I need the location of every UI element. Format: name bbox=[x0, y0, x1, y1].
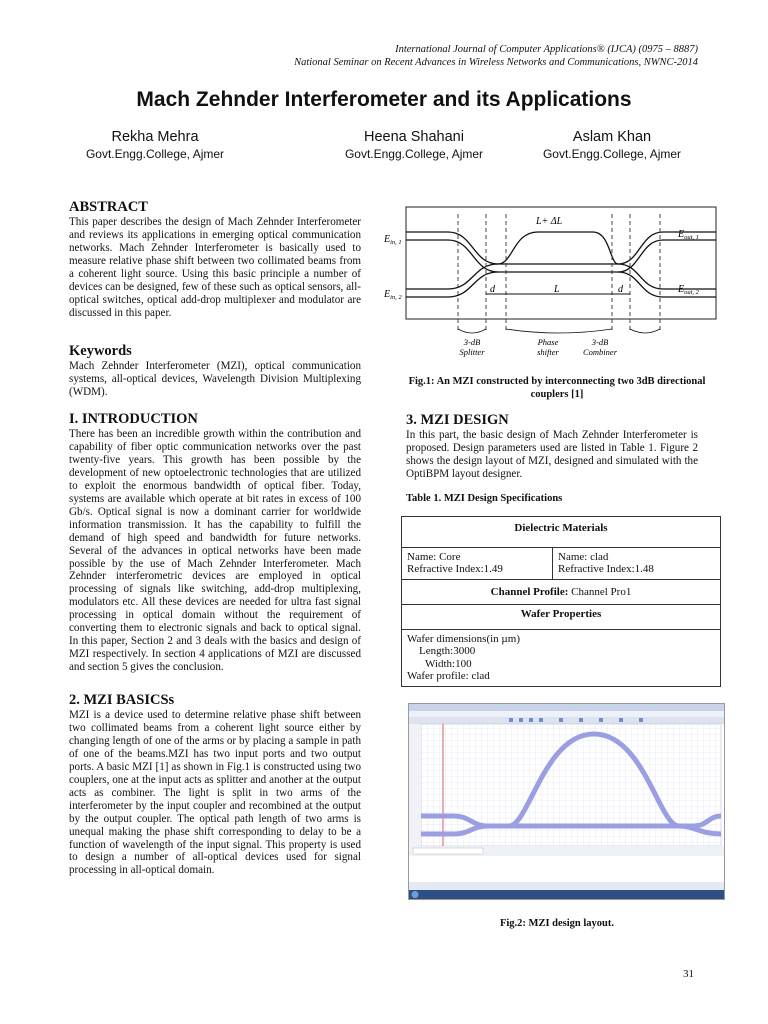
introduction-section bbox=[69, 411, 361, 674]
splitter-label-1: 3-dB bbox=[463, 337, 481, 347]
introduction-heading: I. INTRODUCTION bbox=[69, 411, 198, 427]
author-1 bbox=[40, 128, 270, 162]
abstract-text: This paper describes the design of Mach Zehnder Interferometer and reviews its applications in emerging optical communication networks. Mach Zehnder Interferometer is basically used to measure relative phase shift between two collimated beams from a coherent light source. Using this basic principle a number of devices can be designed, few of these such as optical sensors, all-optical switches, optical add-drop multiplexer and modulator are discussed in this paper. bbox=[69, 216, 361, 319]
design-section bbox=[406, 412, 698, 481]
author-affiliation: Govt.Engg.College, Ajmer bbox=[542, 147, 682, 161]
toolbar-icon bbox=[539, 718, 543, 722]
core-name: Name: Core bbox=[407, 550, 461, 563]
page-number: 31 bbox=[683, 968, 694, 980]
combiner-label-1: 3-dB bbox=[591, 337, 609, 347]
design-heading: 3. MZI DESIGN bbox=[406, 412, 509, 428]
wafer-width: Width:100 bbox=[425, 657, 472, 670]
basics-heading: 2. MZI BASICSs bbox=[69, 692, 175, 708]
figure-2-screenshot bbox=[408, 703, 725, 900]
ein1-label: $E_{in, 1}$ bbox=[384, 234, 402, 246]
journal-header bbox=[294, 43, 698, 69]
d-right-label: d bbox=[618, 284, 623, 295]
basics-section bbox=[69, 692, 361, 877]
author-name: Rekha Mehra bbox=[111, 129, 199, 145]
abstract-section bbox=[69, 199, 361, 320]
figure-1-mzi-diagram bbox=[378, 202, 723, 367]
paper-title: Mach Zehnder Interferometer and its Applications bbox=[136, 88, 632, 111]
d-left-label: d bbox=[490, 284, 495, 295]
toolbar-icon bbox=[639, 718, 643, 722]
introduction-text: There has been an incredible growth within the contribution and capability of fiber optic communication networks over the past twenty-five years. This growth has been possible by the development of new optoelectronic technologies that are utilized to exploit the enormous bandwidth of optical fiber. Today, systems are available which operate at bit rates in excess of 100 Gb/s. Optical signal is now a dominant carrier for worldwide information transmission. It has the capability to fulfill the demand of high speed and bandwidth for future networks. Several of the advances in optical networks have been made possible by the use of Mach Zehnder Interferometer. Mach Zehnder interferometric devices are employed in optical processing of signals like switching, add-drop multiplexing, modulators etc. All these devices are needed for ultra fast signal processing in optical domain without the requirement of converting them to electronic signals and back to optical signal. In this paper, Section 2 and 3 deals with the basics and design of MZI respectively. In section 4 applications of MZI are discussed and section 5 gives the conclusion. bbox=[69, 428, 361, 674]
phase-label-2: shifter bbox=[537, 347, 559, 357]
taskbar bbox=[409, 890, 724, 899]
toolbar-icon bbox=[519, 718, 523, 722]
start-icon bbox=[412, 891, 419, 898]
menu-bar bbox=[409, 711, 724, 717]
core-cell bbox=[402, 547, 553, 579]
lower-input-waveguide-edge bbox=[406, 264, 498, 289]
journal-line-1: International Journal of Computer Applications® (IJCA) (0975 – 8887) bbox=[395, 44, 698, 55]
keywords-text: Mach Zehnder Interferometer (MZI), optical communication systems, all-optical devices, Wavelength Division Multiplexing (WDM). bbox=[69, 360, 361, 398]
channel-profile-row bbox=[402, 579, 721, 605]
toolbar bbox=[409, 717, 724, 724]
eout1-label: $E_{out, 1}$ bbox=[678, 229, 699, 241]
abstract-heading: ABSTRACT bbox=[69, 199, 148, 215]
core-ri: Refractive Index:1.49 bbox=[407, 563, 503, 575]
clad-name: Name: clad bbox=[558, 550, 609, 563]
author-3 bbox=[497, 128, 727, 162]
toolbar-icon bbox=[509, 718, 513, 722]
basics-text: MZI is a device used to determine relative phase shift between two collimated beams from a coherent light source either by changing length of one of the arms or by placing a sample in path of one of the beams.MZI has two input ports and two output ports. A basic MZI [1] as shown in Fig.1 is constructed using two couplers, one at the input acts as splitter and another at the output acts as combiner. The light is split in two arms of the interferometer by the input coupler and recombined at the output by the output coupler. The optical path length of two arms is unequal making the phase shift corresponding to delay to be a function of wavelength of the input signal. This property is used to design a number of all-optical devices used for signal processing in all-optical domain. bbox=[69, 709, 361, 877]
combiner-label-2: Combiner bbox=[583, 347, 617, 357]
lower-arm-upper-edge bbox=[406, 232, 716, 264]
channel-profile-label: Channel Profile: bbox=[490, 585, 569, 598]
figure-2-svg bbox=[409, 704, 724, 899]
table-1 bbox=[401, 516, 721, 687]
toolbar-icon bbox=[599, 718, 603, 722]
lower-output-waveguide bbox=[618, 272, 716, 297]
combiner-brace bbox=[630, 329, 660, 333]
author-name: Heena Shahani bbox=[364, 129, 464, 145]
toolbar-icon bbox=[559, 718, 563, 722]
design-text: In this part, the basic design of Mach Zehnder Interferometer is proposed. Design parameters used are listed in Table 1. Figure 2 shows the design layout of MZI, designed and simulated with the OptiBPM layout designer. bbox=[406, 429, 698, 480]
wafer-length: Length:3000 bbox=[419, 645, 476, 657]
keywords-section bbox=[69, 343, 361, 399]
channel-profile-value: Channel Pro1 bbox=[571, 585, 632, 598]
splitter-label-2: Splitter bbox=[459, 347, 485, 357]
author-affiliation: Govt.Engg.College, Ajmer bbox=[344, 147, 484, 161]
keywords-heading: Keywords bbox=[69, 343, 132, 359]
splitter-brace bbox=[458, 329, 486, 333]
ein2-label: $E_{in, 2}$ bbox=[384, 289, 402, 301]
author-2 bbox=[299, 128, 529, 162]
figure-1-caption: Fig.1: An MZI constructed by interconnecting two 3dB directional couplers [1] bbox=[408, 376, 706, 400]
phase-shifter-brace bbox=[506, 329, 612, 333]
vertical-ruler bbox=[409, 724, 421, 846]
upper-arm-bend bbox=[498, 232, 618, 264]
toolbar-icon bbox=[579, 718, 583, 722]
status-bar bbox=[409, 882, 724, 890]
wafer-profile: Wafer profile: clad bbox=[407, 670, 490, 682]
clad-ri: Refractive Index:1.48 bbox=[558, 563, 654, 575]
top-arm-length-label: L+ ΔL bbox=[536, 216, 563, 227]
toolbar-icon bbox=[619, 718, 623, 722]
l-middle-label: L bbox=[554, 284, 560, 295]
dielectric-header: Dielectric Materials bbox=[402, 517, 721, 548]
table-1-caption: Table 1. MZI Design Specifications bbox=[406, 493, 563, 504]
eout2-label: $E_{out, 2}$ bbox=[678, 284, 699, 296]
lower-input-waveguide bbox=[406, 272, 498, 297]
wafer-header: Wafer Properties bbox=[402, 605, 721, 630]
author-affiliation: Govt.Engg.College, Ajmer bbox=[85, 147, 225, 161]
journal-line-2: National Seminar on Recent Advances in Wireless Networks and Communications, NWNC-2014 bbox=[294, 57, 698, 68]
phase-label-1: Phase bbox=[537, 337, 559, 347]
document-tab bbox=[413, 848, 483, 854]
author-name: Aslam Khan bbox=[572, 129, 652, 145]
clad-cell bbox=[553, 547, 721, 579]
wafer-cell bbox=[402, 629, 721, 686]
upper-input-waveguide bbox=[406, 240, 716, 272]
figure-2-caption: Fig.2: MZI design layout. bbox=[499, 918, 615, 929]
output-pane bbox=[409, 856, 724, 882]
wafer-dimensions: Wafer dimensions(in µm) bbox=[407, 632, 520, 645]
window-titlebar bbox=[409, 704, 724, 711]
toolbar-icon bbox=[529, 718, 533, 722]
